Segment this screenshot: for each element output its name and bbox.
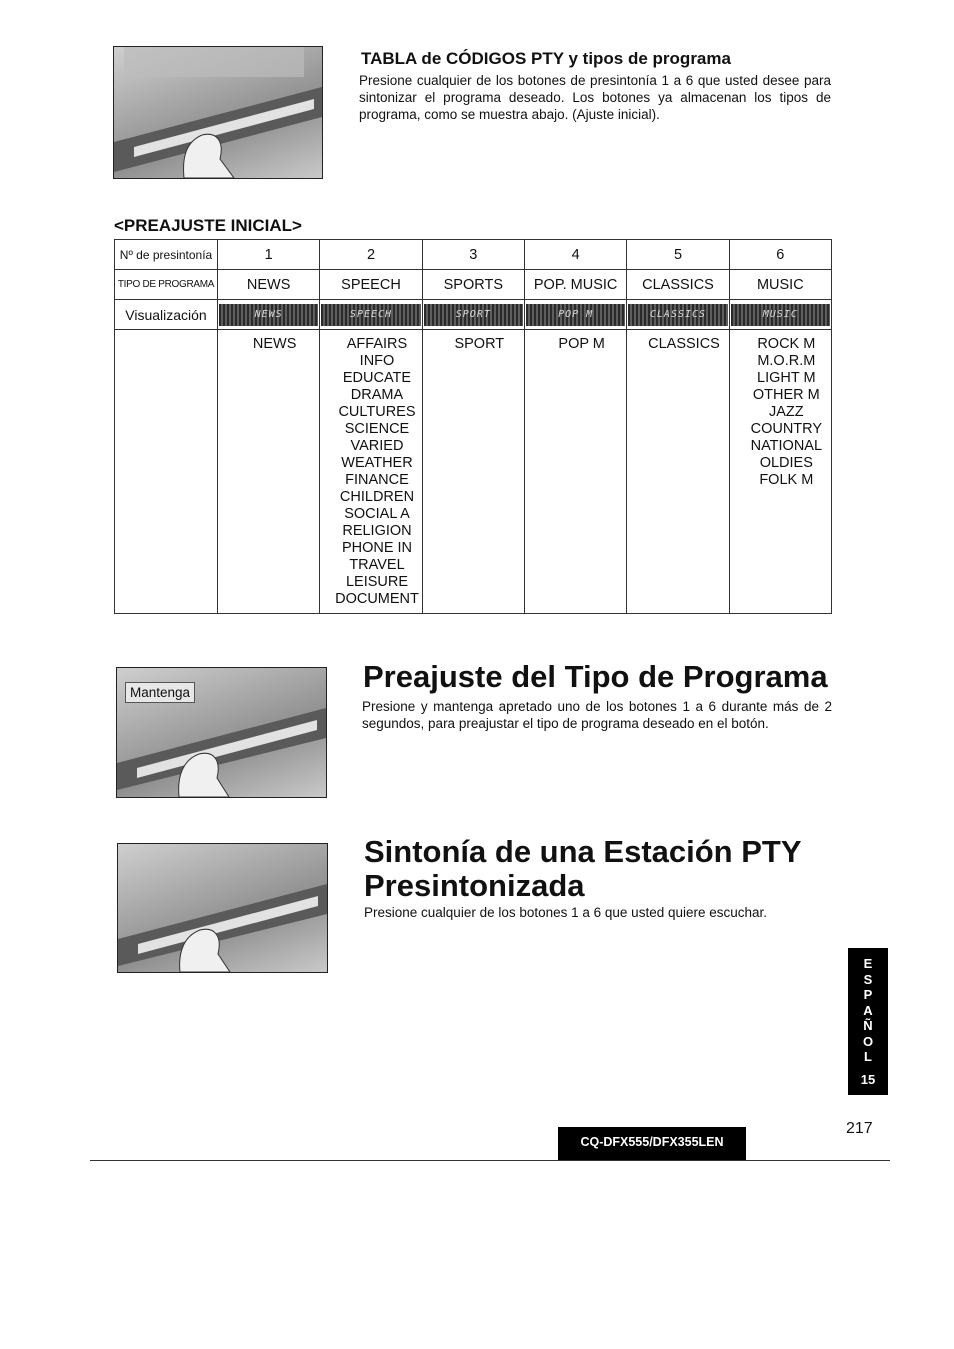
language-letters: E S P A Ñ O L: [862, 956, 874, 1064]
programs-row: [115, 330, 832, 614]
display-row: [115, 300, 832, 330]
program-list: [218, 330, 320, 614]
program-type: NEWS: [218, 270, 320, 300]
program-item: EDUCATE: [342, 370, 412, 386]
program-type: MUSIC: [729, 270, 831, 300]
radio-buttons-photo-3: [117, 843, 328, 973]
program-item: POP M: [558, 336, 605, 352]
section3-title-line2: Presintonizada: [364, 868, 585, 903]
program-item: CLASSICS: [648, 336, 720, 352]
program-item: SCIENCE: [344, 421, 410, 437]
program-type: SPORTS: [422, 270, 524, 300]
section2-title: Preajuste del Tipo de Programa: [363, 659, 828, 694]
table-heading: <PREAJUSTE INICIAL>: [114, 216, 302, 235]
program-item: WEATHER: [341, 455, 413, 471]
program-item: PHONE IN: [341, 540, 413, 556]
program-item: INFO: [359, 353, 395, 369]
display-readout: MUSIC: [731, 304, 830, 326]
display-readout: POP M: [526, 304, 625, 326]
program-item: SPORT: [454, 336, 505, 352]
program-list: [627, 330, 729, 614]
preset-number: 6: [729, 240, 831, 270]
preset-number: 2: [320, 240, 422, 270]
preset-number: 1: [218, 240, 320, 270]
program-item: OLDIES: [759, 455, 813, 471]
program-list: [320, 330, 422, 614]
pty-code-table: [114, 239, 832, 614]
page-number: 217: [846, 1120, 873, 1137]
program-item: NEWS: [252, 336, 297, 352]
mantenga-label: Mantenga: [125, 682, 195, 703]
model-label: CQ-DFX555/DFX355LEN: [558, 1127, 746, 1161]
type-label: TIPO DE PROGRAMA: [115, 270, 218, 300]
language-side-tab: [848, 948, 888, 1095]
program-list: [422, 330, 524, 614]
program-item: CHILDREN: [339, 489, 415, 505]
program-item: ROCK M: [757, 336, 816, 352]
program-item: FINANCE: [345, 472, 409, 488]
program-item: LIGHT M: [757, 370, 816, 386]
display-readout: CLASSICS: [628, 304, 727, 326]
footer-divider: [90, 1160, 890, 1161]
section3-title-line1: Sintonía de una Estación PTY: [364, 834, 802, 869]
program-item: SOCIAL A: [344, 506, 410, 522]
section2-body: Presione y mantenga apretado uno de los botones 1 a 6 durante más de 2 segundos, para preajustar el tipo de programa deseado en el botón.: [362, 699, 832, 731]
radio-buttons-photo-1: [113, 46, 323, 179]
display-readout: SPORT: [424, 304, 523, 326]
preset-label: Nº de presintonía: [115, 240, 218, 270]
preset-number: 5: [627, 240, 729, 270]
program-item: FOLK M: [759, 472, 814, 488]
program-item: TRAVEL: [349, 557, 405, 573]
program-type: SPEECH: [320, 270, 422, 300]
display-readout: NEWS: [219, 304, 318, 326]
program-type: POP. MUSIC: [524, 270, 626, 300]
program-item: RELIGION: [342, 523, 412, 539]
preset-number: 4: [524, 240, 626, 270]
program-item: OTHER M: [752, 387, 820, 403]
section3-body: Presione cualquier de los botones 1 a 6 que usted quiere escuchar.: [364, 905, 768, 920]
program-item: COUNTRY: [750, 421, 823, 437]
preset-number: 3: [422, 240, 524, 270]
program-list: [729, 330, 831, 614]
program-item: DRAMA: [350, 387, 404, 403]
section1-body: Presione cualquier de los botones de presintonía 1 a 6 que usted desee para sintonizar el programa deseado. Los botones ya almacenan los tipos de programa, como se muestra abajo. (Ajuste inicial).: [359, 73, 831, 122]
program-item: M.O.R.M: [757, 353, 816, 369]
program-item: VARIED: [350, 438, 404, 454]
preset-row: [115, 240, 832, 270]
radio-buttons-photo-2: [116, 667, 327, 798]
program-item: CULTURES: [338, 404, 416, 420]
section1-title: TABLA de CÓDIGOS PTY y tipos de programa: [361, 49, 731, 68]
display-readout: SPEECH: [321, 304, 420, 326]
display-label: Visualización: [115, 300, 218, 330]
type-row: [115, 270, 832, 300]
section-number: 15: [860, 1072, 876, 1087]
program-list: [524, 330, 626, 614]
program-type: CLASSICS: [627, 270, 729, 300]
program-item: AFFAIRS: [346, 336, 408, 352]
program-item: JAZZ: [769, 404, 804, 420]
program-item: NATIONAL: [750, 438, 823, 454]
program-item: LEISURE: [345, 574, 409, 590]
program-item: DOCUMENT: [335, 591, 419, 607]
